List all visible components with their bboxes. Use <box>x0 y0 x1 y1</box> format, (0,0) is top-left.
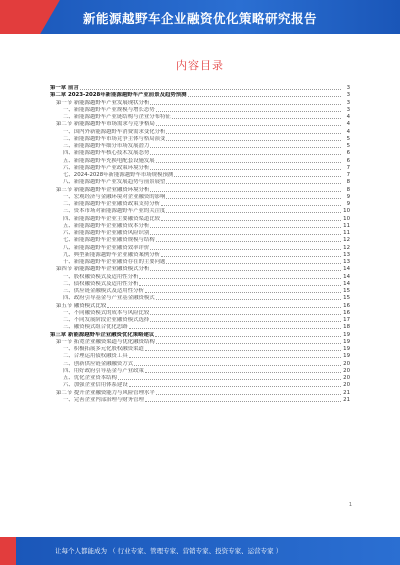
toc-entry[interactable] <box>50 237 350 244</box>
toc-leader-dots <box>145 401 341 402</box>
toc-entry-label: 二、债权融资模式及适用性分析 <box>63 280 139 287</box>
toc-entry-label: 第四节 新能源越野车企业融资模式分析 <box>56 266 150 273</box>
toc-entry-label: 三、融资模式组合优化思路 <box>63 324 128 331</box>
toc-leader-dots <box>134 365 341 366</box>
toc-leader-dots <box>150 270 341 271</box>
toc-leader-dots <box>161 256 341 257</box>
toc-entry-label: 九、典型新能源越野车企业融资案例分析 <box>63 251 161 258</box>
toc-entry-page: 10 <box>343 208 350 215</box>
toc-entry-page: 5 <box>346 143 350 149</box>
toc-leader-dots <box>156 299 341 300</box>
toc-entry-label: 四、新能源越野车核心技术发展态势 <box>63 150 150 157</box>
toc-entry[interactable] <box>50 187 350 194</box>
toc-entry-label: 八、新能源越野车产业发展趋势与前景展望 <box>63 179 166 186</box>
toc-leader-dots <box>172 118 341 119</box>
table-of-contents <box>50 85 350 404</box>
toc-entry-label: 五、新能源越野车企业融资成本分析 <box>63 222 150 229</box>
toc-leader-dots <box>129 357 341 358</box>
toc-leader-dots <box>166 198 341 199</box>
toc-entry-label: 三、供应链金融模式及适用性分析 <box>63 288 144 294</box>
toc-entry-label: 四、政府引导基金与产业基金融资模式 <box>63 295 155 302</box>
toc-entry[interactable] <box>50 245 350 252</box>
toc-entry-page: 9 <box>346 193 350 200</box>
toc-leader-dots <box>166 133 341 134</box>
toc-leader-dots <box>118 379 341 380</box>
toc-entry-page: 20 <box>343 360 350 367</box>
toc-entry[interactable] <box>50 129 350 136</box>
toc-entry-page: 19 <box>343 331 350 338</box>
toc-leader-dots <box>156 111 341 112</box>
toc-entry-page: 13 <box>343 259 350 265</box>
toc-entry-label: 第三章 新能源越野车企业融资优化策略建议 <box>50 331 155 338</box>
toc-entry-label: 一、不同融资模式的成本与风险比较 <box>63 309 150 316</box>
toc-leader-dots <box>145 350 341 351</box>
toc-entry[interactable] <box>50 281 350 288</box>
toc-entry-page: 9 <box>346 201 350 207</box>
toc-entry-label: 五、优化企业资本结构 <box>63 375 117 381</box>
toc-leader-dots <box>161 220 341 221</box>
toc-entry-page: 6 <box>346 150 350 157</box>
toc-entry-page: 11 <box>343 230 350 236</box>
toc-entry-page: 12 <box>343 244 350 251</box>
toc-entry-label: 五、新能源越野车充换电配套设施发展 <box>63 157 155 164</box>
toc-entry-page: 14 <box>343 280 350 287</box>
toc-entry[interactable] <box>50 259 350 266</box>
toc-entry-label: 一、完善企业内部治理与财务管理 <box>63 396 144 403</box>
toc-entry[interactable] <box>50 361 350 368</box>
report-title: 新能源越野车企业融资优化策略研究报告 <box>82 11 317 26</box>
toc-entry[interactable] <box>50 194 350 201</box>
toc-entry-page: 5 <box>346 135 350 142</box>
toc-leader-dots <box>156 241 341 242</box>
toc-heading: 内容目录 <box>176 59 224 72</box>
toc-entry-page: 21 <box>343 389 350 396</box>
toc-entry[interactable] <box>50 85 350 92</box>
toc-entry[interactable] <box>50 208 350 215</box>
toc-entry-page: 20 <box>343 382 350 389</box>
toc-leader-dots <box>129 328 341 329</box>
toc-entry-page: 14 <box>343 273 350 280</box>
toc-entry[interactable] <box>50 150 350 157</box>
toc-leader-dots <box>174 176 341 177</box>
toc-entry-page: 11 <box>343 222 350 229</box>
toc-entry-label: 第一章 前言 <box>50 85 79 91</box>
footer-banner <box>0 537 400 565</box>
toc-entry[interactable] <box>50 121 350 128</box>
toc-leader-dots <box>139 285 341 286</box>
toc-entry-page: 21 <box>343 396 350 403</box>
toc-entry[interactable] <box>50 107 350 114</box>
toc-entry-page: 8 <box>346 186 350 193</box>
toc-entry-page: 3 <box>346 85 350 91</box>
toc-leader-dots <box>156 162 341 163</box>
toc-entry-label: 一、新能源越野车产业规模与增长态势 <box>63 106 155 113</box>
toc-entry[interactable] <box>50 368 350 375</box>
toc-leader-dots <box>155 336 341 337</box>
toc-entry[interactable] <box>50 274 350 281</box>
toc-entry-label: 三、资本市场对新能源越野车产业的关注度 <box>63 208 166 215</box>
footer-accent-tag <box>0 537 16 565</box>
toc-leader-dots <box>156 125 341 126</box>
footer-slogan: 让每个人都能成为 （ 行业专家、管理专家、营销专家、投资专家、运营专家 ） <box>55 547 283 555</box>
toc-entry-page: 4 <box>346 121 350 128</box>
toc-entry[interactable] <box>50 216 350 223</box>
toc-entry[interactable] <box>50 332 350 339</box>
toc-entry-label: 第二节 提升企业融资能力与风险管理水平 <box>56 389 155 396</box>
toc-entry[interactable] <box>50 375 350 382</box>
toc-entry-label: 六、新能源越野车企业融资风险识别 <box>63 230 150 236</box>
toc-leader-dots <box>166 263 341 264</box>
toc-entry[interactable] <box>50 288 350 295</box>
toc-entry-page: 17 <box>343 317 350 323</box>
toc-entry-label: 二、不同发展阶段企业融资模式选择 <box>63 317 150 323</box>
toc-leader-dots <box>188 96 341 97</box>
toc-entry-label: 第三节 新能源越野车企业融资环境分析 <box>56 186 150 193</box>
toc-entry-label: 四、用好政府引导基金与产业政策 <box>63 367 144 374</box>
toc-entry-page: 3 <box>346 106 350 113</box>
toc-leader-dots <box>80 89 341 90</box>
toc-entry-label: 二、新能源越野车产业链结构与企业分布特征 <box>63 114 171 120</box>
toc-entry[interactable] <box>50 295 350 302</box>
toc-leader-dots <box>166 140 341 141</box>
toc-entry-page: 4 <box>346 128 350 135</box>
toc-leader-dots <box>107 307 341 308</box>
toc-entry[interactable] <box>50 353 350 360</box>
toc-entry-page: 16 <box>343 309 350 316</box>
toc-leader-dots <box>145 372 341 373</box>
toc-entry-label: 七、新能源越野车企业融资规模与结构 <box>63 237 155 244</box>
toc-entry[interactable] <box>50 114 350 121</box>
toc-leader-dots <box>150 191 341 192</box>
toc-entry-label: 一、股权融资模式及适用性分析 <box>63 273 139 280</box>
toc-entry-page: 19 <box>343 346 350 352</box>
toc-leader-dots <box>145 292 341 293</box>
toc-entry[interactable] <box>50 165 350 172</box>
toc-entry-label: 二、合理运用债权融资工具 <box>63 353 128 360</box>
toc-entry-page: 18 <box>343 324 350 331</box>
toc-leader-dots <box>150 169 341 170</box>
toc-entry-page: 4 <box>346 114 350 120</box>
toc-entry-label: 二、新能源越野车市场竞争主体与格局演变 <box>63 135 166 142</box>
toc-entry[interactable] <box>50 158 350 165</box>
toc-leader-dots <box>166 183 341 184</box>
toc-leader-dots <box>150 104 341 105</box>
toc-entry-label: 四、新能源越野车企业主要融资渠道比较 <box>63 215 161 222</box>
toc-leader-dots <box>150 227 341 228</box>
toc-leader-dots <box>150 249 341 250</box>
toc-entry-label: 七、2024-2028年新能源越野车市场规模预测 <box>63 172 174 178</box>
toc-entry[interactable] <box>50 397 350 404</box>
toc-entry-page: 6 <box>346 157 350 164</box>
toc-entry-page: 10 <box>343 215 350 222</box>
toc-entry-page: 19 <box>343 338 350 345</box>
toc-leader-dots <box>150 321 341 322</box>
toc-entry[interactable] <box>50 346 350 353</box>
toc-leader-dots <box>150 314 341 315</box>
page-number: 1 <box>348 502 352 508</box>
toc-entry-label: 第二节 新能源越野车市场需求与竞争格局 <box>56 121 155 128</box>
toc-entry[interactable] <box>50 310 350 317</box>
toc-leader-dots <box>156 394 341 395</box>
toc-leader-dots <box>139 278 341 279</box>
toc-entry[interactable] <box>50 230 350 237</box>
toc-leader-dots <box>150 154 341 155</box>
toc-entry-label: 三、创新供应链金融融资方式 <box>63 360 134 367</box>
toc-entry[interactable] <box>50 324 350 331</box>
toc-entry-label: 三、新能源越野车细分市场发展潜力 <box>63 143 150 149</box>
toc-entry-page: 15 <box>343 295 350 302</box>
toc-entry-label: 六、新能源越野车产业政策环境分析 <box>63 164 150 171</box>
toc-entry-label: 一、积极拓展多元化股权融资渠道 <box>63 346 144 352</box>
toc-entry[interactable] <box>50 201 350 208</box>
toc-leader-dots <box>166 212 341 213</box>
toc-entry[interactable] <box>50 179 350 186</box>
toc-entry-label: 第一节 拓宽企业融资渠道与优化融资结构 <box>56 338 155 345</box>
toc-entry-label: 一、宏观经济与金融环境对企业融资的影响 <box>63 193 166 200</box>
toc-entry[interactable] <box>50 92 350 99</box>
toc-entry-page: 12 <box>343 237 350 244</box>
toc-entry-label: 一、国内外新能源越野车消费需求变化分析 <box>63 128 166 135</box>
toc-entry-page: 14 <box>343 266 350 273</box>
toc-entry[interactable] <box>50 100 350 107</box>
toc-entry-label: 第二章 2023-2028年新能源越野车产业前景及趋势预测 <box>50 92 187 99</box>
toc-entry[interactable] <box>50 252 350 259</box>
toc-leader-dots <box>150 147 341 148</box>
toc-entry-page: 20 <box>343 375 350 381</box>
toc-entry-label: 八、新能源越野车企业融资效率评价 <box>63 244 150 251</box>
toc-entry-page: 16 <box>343 302 350 309</box>
toc-entry[interactable] <box>50 136 350 143</box>
toc-entry-page: 19 <box>343 353 350 360</box>
toc-entry[interactable] <box>50 223 350 230</box>
toc-entry[interactable] <box>50 390 350 397</box>
toc-entry[interactable] <box>50 172 350 179</box>
toc-entry-label: 二、新能源越野车企业融资政策支持分析 <box>63 201 161 207</box>
toc-leader-dots <box>161 205 341 206</box>
toc-entry[interactable] <box>50 339 350 346</box>
toc-entry-label: 六、加强企业信用体系建设 <box>63 382 128 389</box>
toc-entry-page: 7 <box>346 172 350 178</box>
toc-entry-page: 7 <box>346 164 350 171</box>
toc-entry-label: 十、新能源越野车企业融资存在的主要问题 <box>63 259 166 265</box>
header-banner <box>0 0 400 34</box>
toc-leader-dots <box>156 343 341 344</box>
toc-leader-dots <box>150 234 341 235</box>
toc-entry[interactable] <box>50 143 350 150</box>
toc-entry-page: 15 <box>343 288 350 294</box>
toc-entry-page: 20 <box>343 367 350 374</box>
toc-entry-label: 第一节 新能源越野车产业发展现状分析 <box>56 99 150 106</box>
toc-entry[interactable] <box>50 266 350 273</box>
toc-entry[interactable] <box>50 303 350 310</box>
toc-entry-page: 8 <box>346 179 350 186</box>
toc-entry-page: 13 <box>343 251 350 258</box>
toc-leader-dots <box>129 386 341 387</box>
toc-entry-label: 第五节 融资模式比较 <box>56 302 107 309</box>
toc-entry[interactable] <box>50 382 350 389</box>
toc-entry-page: 3 <box>346 92 350 99</box>
toc-entry[interactable] <box>50 317 350 324</box>
toc-entry-page: 3 <box>346 99 350 106</box>
